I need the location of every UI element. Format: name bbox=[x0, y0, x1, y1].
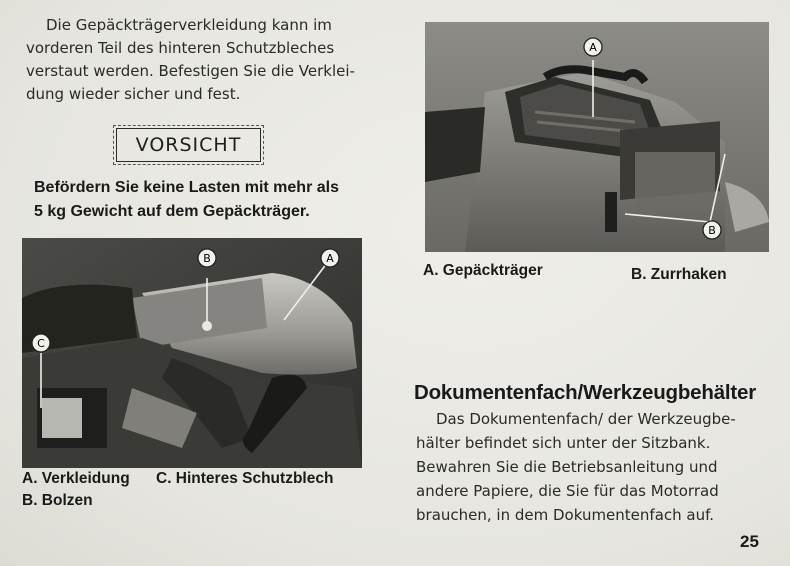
caption-gepaecktraeger: A. Gepäckträger bbox=[423, 262, 543, 279]
section-body bbox=[416, 407, 766, 527]
callout-a-right bbox=[584, 38, 602, 56]
caption-zurrhaken: B. Zurrhaken bbox=[631, 266, 727, 283]
callout-label: B bbox=[203, 252, 211, 265]
section-line: brauchen, in dem Dokumentenfach auf. bbox=[416, 506, 715, 524]
intro-line: Die Gepäckträgerverkleidung kann im bbox=[46, 16, 332, 34]
warning-title: VORSICHT bbox=[116, 128, 261, 162]
callout-label: C bbox=[37, 337, 45, 350]
section-line: Das Dokumentenfach/ der Werkzeugbe- bbox=[436, 410, 736, 428]
section-line: andere Papiere, die Sie für das Motorrad bbox=[416, 482, 719, 500]
callout-label: B bbox=[708, 224, 716, 237]
caption-schutzblech: C. Hinteres Schutzblech bbox=[156, 470, 334, 487]
callout-label: A bbox=[326, 252, 334, 265]
warning-line: 5 kg Gewicht auf dem Gepäckträger. bbox=[34, 203, 310, 220]
section-line: hälter befindet sich unter der Sitzbank. bbox=[416, 434, 711, 452]
callout-label: A bbox=[589, 41, 597, 54]
callout-b-right bbox=[703, 221, 721, 239]
intro-line: vorderen Teil des hinteren Schutzbleches bbox=[26, 39, 335, 57]
caption-verkleidung: A. Verkleidung bbox=[22, 470, 130, 487]
caption-bolzen: B. Bolzen bbox=[22, 492, 93, 509]
warning-line: Befördern Sie keine Lasten mit mehr als bbox=[34, 179, 339, 196]
intro-line: verstaut werden. Befestigen Sie die Verklei- bbox=[26, 62, 355, 80]
section-title: Dokumentenfach/Werkzeugbehälter bbox=[414, 381, 756, 404]
intro-line: dung wieder sicher und fest. bbox=[26, 85, 241, 103]
page-number: 25 bbox=[740, 532, 759, 551]
section-line: Bewahren Sie die Betriebsanleitung und bbox=[416, 458, 718, 476]
